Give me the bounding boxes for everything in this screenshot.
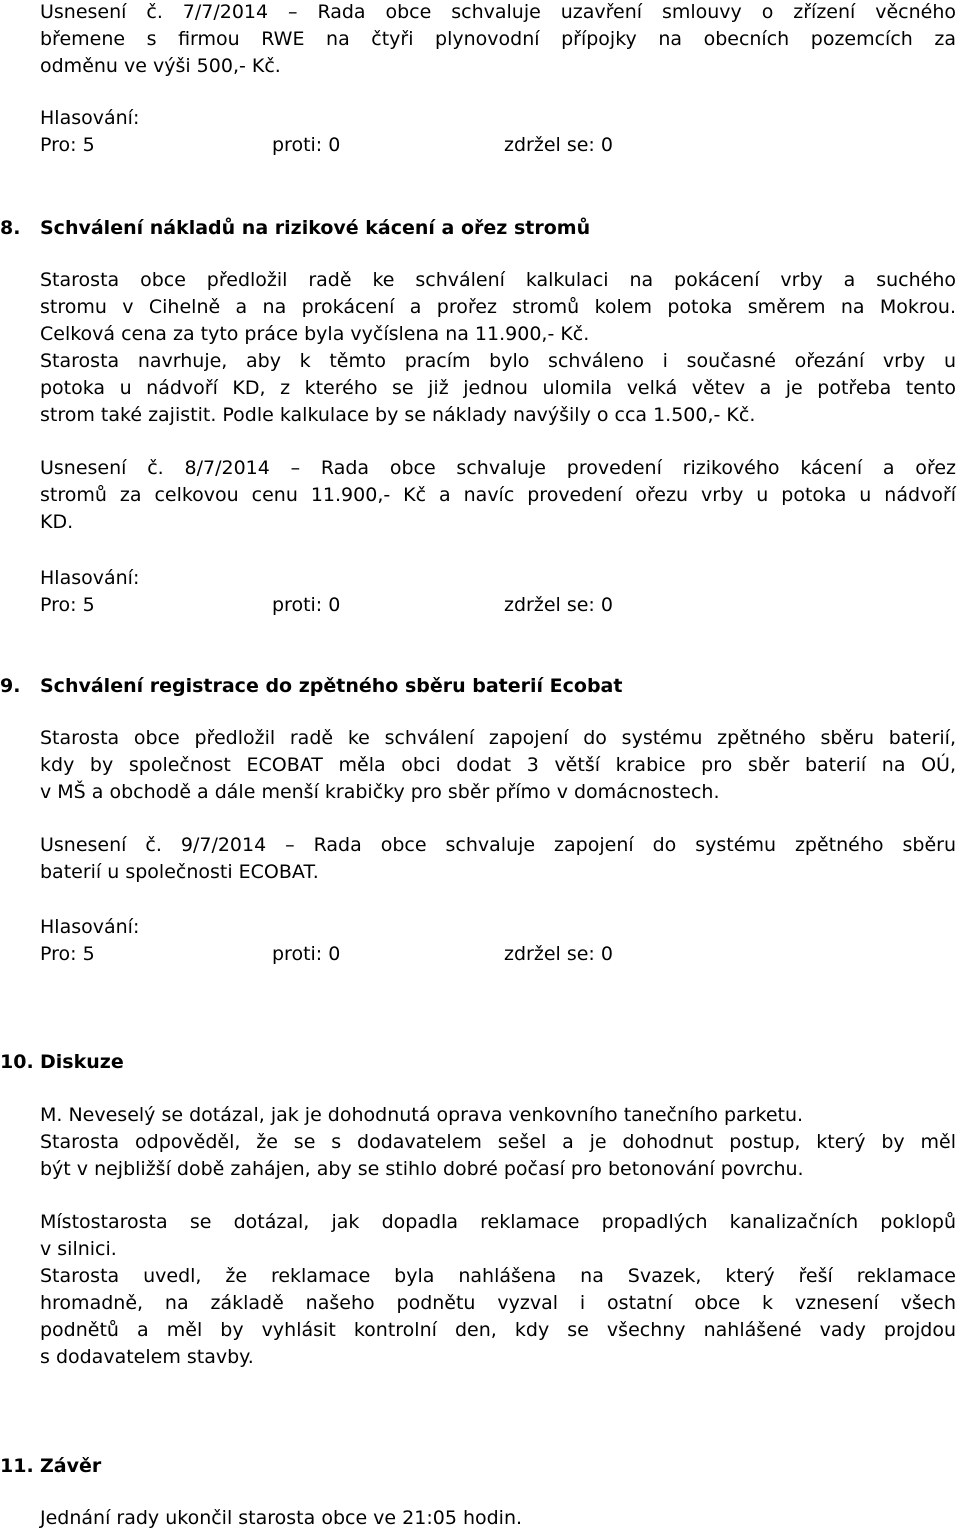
vote-8-label: Hlasování: bbox=[40, 567, 140, 589]
text-line: Starosta obce předložil radě ke schválení kalkulaci na pokácení vrby a suchého bbox=[40, 269, 956, 291]
text-line: s dodavatelem stavby. bbox=[40, 1346, 254, 1368]
section-10-para-3 bbox=[40, 1263, 956, 1371]
resolution-7 bbox=[40, 0, 956, 80]
section-8-para-1 bbox=[40, 267, 956, 348]
text-line: odměnu ve výši 500,- Kč. bbox=[40, 55, 281, 77]
vote-7-results bbox=[40, 132, 640, 159]
text-line: kdy by společnost ECOBAT měla obci dodat 3 větší krabice pro sběr baterií na OÚ, bbox=[40, 754, 956, 776]
section-8-heading bbox=[0, 215, 956, 242]
text-line: potoka u nádvoří KD, z kterého se již jednou ulomila velká větev a je potřeba tento bbox=[40, 377, 956, 399]
section-number: 8. bbox=[0, 217, 21, 239]
section-10-heading bbox=[0, 1049, 956, 1076]
resolution-8 bbox=[40, 455, 956, 536]
text-line: Usnesení č. 7/7/2014 – Rada obce schvaluje uzavření smlouvy o zřízení věcného bbox=[40, 1, 956, 23]
vote-9-results bbox=[40, 941, 640, 968]
text-line: Usnesení č. 8/7/2014 – Rada obce schvaluje provedení rizikového kácení a ořez bbox=[40, 457, 956, 479]
section-9-para bbox=[40, 725, 956, 806]
text-line: M. Neveselý se dotázal, jak je dohodnutá oprava venkovního tanečního parketu. bbox=[40, 1104, 804, 1126]
text-line: stromu v Cihelně a na prokácení a prořez stromů kolem potoka směrem na Mokrou. bbox=[40, 296, 956, 318]
section-title: Schválení nákladů na rizikové kácení a ořez stromů bbox=[40, 217, 591, 239]
text-line: v MŠ a obchodě a dále menší krabičky pro sběr přímo v domácnostech. bbox=[40, 781, 720, 803]
text-line: v silnici. bbox=[40, 1238, 117, 1260]
section-8-para-2 bbox=[40, 348, 956, 429]
text-line: strom také zajistit. Podle kalkulace by se náklady navýšily o cca 1.500,- Kč. bbox=[40, 404, 756, 426]
section-title: Diskuze bbox=[40, 1051, 124, 1073]
section-title: Závěr bbox=[40, 1455, 102, 1477]
section-9-heading bbox=[0, 673, 956, 700]
vote-proti: proti: 0 bbox=[272, 594, 341, 616]
section-title: Schválení registrace do zpětného sběru baterií Ecobat bbox=[40, 675, 623, 697]
resolution-9 bbox=[40, 832, 956, 886]
text-line: KD. bbox=[40, 511, 74, 533]
text-line: Místostarosta se dotázal, jak dopadla reklamace propadlých kanalizačních poklopů bbox=[40, 1211, 956, 1233]
vote-pro: Pro: 5 bbox=[40, 134, 95, 156]
vote-9-label: Hlasování: bbox=[40, 916, 140, 938]
vote-pro: Pro: 5 bbox=[40, 594, 95, 616]
text-line: Starosta obce předložil radě ke schválení zapojení do systému zpětného sběru baterií, bbox=[40, 727, 956, 749]
text-line: podnětů a měl by vyhlásit kontrolní den, kdy se všechny nahlášené vady projdou bbox=[40, 1319, 956, 1341]
text-line: břemene s firmou RWE na čtyři plynovodní přípojky na obecních pozemcích za bbox=[40, 28, 956, 50]
text-line: být v nejbližší době zahájen, aby se stihlo dobré počasí pro betonování povrchu. bbox=[40, 1158, 804, 1180]
vote-7-label: Hlasování: bbox=[40, 107, 140, 129]
section-10-para-1 bbox=[40, 1102, 956, 1183]
text-line: Starosta uvedl, že reklamace byla nahlášena na Svazek, který řeší reklamace bbox=[40, 1265, 956, 1287]
text-line: Usnesení č. 9/7/2014 – Rada obce schvaluje zapojení do systému zpětného sběru bbox=[40, 834, 956, 856]
text-line: hromadně, na základě našeho podnětu vyzval i ostatní obce k vznesení všech bbox=[40, 1292, 956, 1314]
vote-zdrzel: zdržel se: 0 bbox=[504, 594, 613, 616]
text-line: Starosta navrhuje, aby k těmto pracím bylo schváleno i současné ořezání vrby u bbox=[40, 350, 956, 372]
text-line: Celková cena za tyto práce byla vyčíslena na 11.900,- Kč. bbox=[40, 323, 590, 345]
text-line: Starosta odpověděl, že se s dodavatelem sešel a je dohodnut postup, který by měl bbox=[40, 1131, 956, 1153]
section-11-heading bbox=[0, 1453, 956, 1480]
text-line: baterií u společnosti ECOBAT. bbox=[40, 861, 319, 883]
section-number: 11. bbox=[0, 1455, 34, 1477]
section-number: 9. bbox=[0, 675, 21, 697]
section-number: 10. bbox=[0, 1051, 34, 1073]
vote-proti: proti: 0 bbox=[272, 943, 341, 965]
vote-zdrzel: zdržel se: 0 bbox=[504, 943, 613, 965]
vote-8-results bbox=[40, 592, 640, 619]
section-10-para-2 bbox=[40, 1209, 956, 1263]
vote-zdrzel: zdržel se: 0 bbox=[504, 134, 613, 156]
section-11-text: Jednání rady ukončil starosta obce ve 21:05 hodin. bbox=[40, 1507, 523, 1529]
text-line: stromů za celkovou cenu 11.900,- Kč a navíc provedení ořezu vrby u potoka u nádvoří bbox=[40, 484, 956, 506]
vote-proti: proti: 0 bbox=[272, 134, 341, 156]
vote-pro: Pro: 5 bbox=[40, 943, 95, 965]
